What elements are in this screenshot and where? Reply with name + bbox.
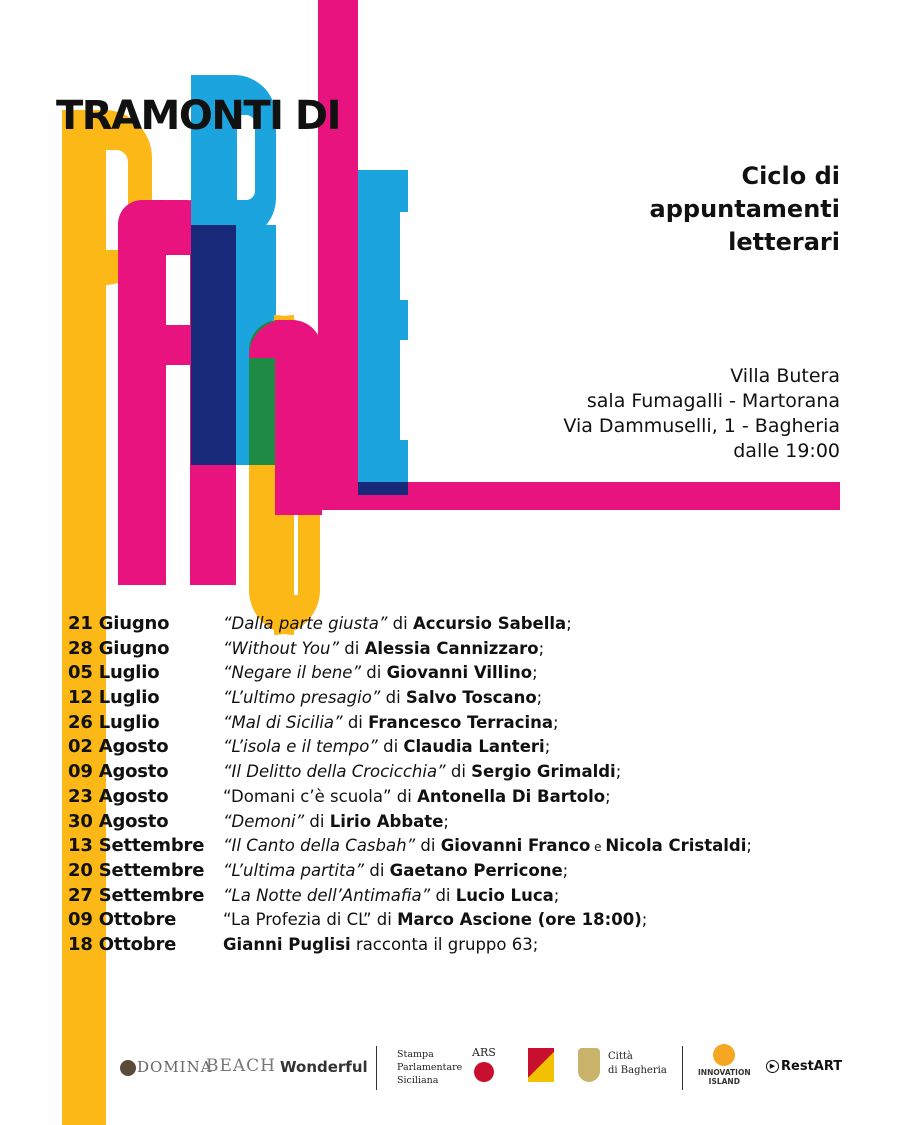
schedule-row — [68, 612, 868, 637]
stampa-line: Siciliana — [397, 1075, 439, 1086]
letter-l-stem — [318, 0, 358, 510]
separator: ; — [538, 638, 545, 658]
event-description — [223, 908, 647, 932]
schedule-row — [68, 933, 868, 958]
book-title: “Without You” — [223, 638, 340, 658]
author: Salvo Toscano — [405, 688, 537, 708]
event-description — [223, 785, 611, 809]
separator: ; — [536, 688, 543, 708]
event-description — [223, 711, 559, 735]
connector: di — [304, 811, 330, 831]
event-date: 09 Agosto — [68, 761, 169, 783]
connector: di — [342, 712, 369, 732]
book-title: “La Profezia di CL” — [223, 910, 372, 930]
event-date: 28 Giugno — [68, 637, 170, 659]
event-date: 05 Luglio — [68, 662, 160, 684]
schedule-row — [68, 785, 868, 810]
author: Antonella Di Bartolo — [417, 786, 606, 806]
venue-time: dalle 19:00 — [733, 440, 840, 462]
event-text: racconta il gruppo 63; — [350, 934, 539, 954]
connector: di — [380, 688, 406, 708]
schedule-list — [68, 612, 868, 958]
sponsor-strip — [120, 1044, 860, 1092]
event-date: 18 Ottobre — [68, 933, 177, 955]
domina-icon — [120, 1060, 136, 1076]
book-title: “Il Delitto della Crocicchia” — [223, 762, 446, 782]
overlap-a-r — [191, 225, 236, 465]
author: Nicola Cristaldi — [605, 836, 747, 856]
citta-text — [608, 1050, 667, 1078]
book-title: “Negare il bene” — [223, 663, 362, 683]
event-description — [223, 612, 572, 636]
separator: ; — [641, 910, 648, 930]
stampa-line: Stampa — [397, 1049, 434, 1060]
separator: ; — [615, 762, 622, 782]
schedule-row — [68, 834, 868, 859]
author: Sergio Grimaldi — [471, 762, 616, 782]
event-description — [223, 661, 538, 685]
author: Giovanni Villino — [386, 663, 533, 683]
connector: di — [430, 885, 456, 905]
innovation-line: ISLAND — [708, 1077, 740, 1086]
event-date: 13 Settembre — [68, 835, 205, 857]
separator: ; — [553, 885, 560, 905]
separator: ; — [566, 614, 572, 633]
book-title: “L’isola e il tempo” — [223, 737, 378, 757]
event-description — [223, 735, 550, 759]
separator: ; — [532, 663, 538, 683]
schedule-row — [68, 859, 868, 884]
event-description — [223, 884, 559, 908]
venue-address: Via Dammuselli, 1 - Bagheria — [563, 415, 840, 437]
innovation-icon — [713, 1044, 735, 1066]
author: Gianni Puglisi — [223, 934, 351, 954]
event-date: 02 Agosto — [68, 736, 169, 758]
sponsor-divider — [682, 1046, 683, 1090]
schedule-row — [68, 908, 868, 933]
event-date: 27 Settembre — [68, 884, 205, 906]
bagheria-crest-icon — [578, 1048, 600, 1082]
overlap-e-l — [358, 482, 408, 495]
letter-e-top — [358, 170, 408, 212]
beach-label: BEACH — [206, 1056, 277, 1076]
wonderful-logo — [280, 1058, 368, 1076]
letter-e-bottom — [358, 440, 408, 482]
book-title: “Dalla parte giusta” — [223, 614, 388, 633]
author: Accursio Sabella — [412, 614, 567, 633]
regione-sicilia-logo — [528, 1048, 554, 1082]
schedule-row — [68, 711, 868, 736]
event-description — [223, 760, 621, 784]
ars-label: ARS — [472, 1046, 496, 1059]
connector: di — [377, 737, 404, 757]
domina-label: DOMINA — [137, 1058, 213, 1076]
venue-info — [460, 364, 840, 464]
author: Lirio Abbate — [329, 811, 444, 831]
author: Marco Ascione (ore 18:00) — [397, 910, 642, 930]
letter-a-left — [118, 200, 166, 585]
schedule-row — [68, 661, 868, 686]
event-date: 09 Ottobre — [68, 909, 177, 931]
venue-name: Villa Butera — [730, 365, 840, 387]
stampa-logo — [397, 1048, 462, 1087]
book-title: “Mal di Sicilia” — [223, 712, 343, 732]
innovation-island-logo — [698, 1044, 751, 1086]
separator: ; — [605, 786, 611, 806]
connector: e — [590, 840, 606, 855]
book-title: “Demoni” — [223, 811, 305, 831]
book-title: “Domani c’è scuola” — [223, 786, 392, 806]
event-description — [520, 160, 840, 259]
connector: di — [387, 614, 413, 633]
author: Giovanni Franco — [440, 836, 591, 856]
book-title: “L’ultima partita” — [223, 860, 365, 880]
domina-logo — [120, 1058, 213, 1076]
letter-e-middle — [358, 300, 408, 340]
restart-label: RestART — [781, 1059, 843, 1074]
beach-logo — [206, 1056, 276, 1076]
play-icon: ▶ — [766, 1060, 779, 1073]
author: Francesco Terracina — [368, 712, 554, 732]
schedule-row — [68, 760, 868, 785]
description-line: Ciclo di — [741, 162, 840, 190]
connector: di — [339, 638, 365, 658]
separator: ; — [562, 860, 569, 880]
event-date: 23 Agosto — [68, 785, 169, 807]
venue-room: sala Fumagalli - Martorana — [586, 390, 840, 412]
description-line: appuntamenti — [649, 195, 840, 223]
citta-line: di Bagheria — [608, 1065, 667, 1076]
author: Lucio Luca — [455, 885, 554, 905]
event-date: 30 Agosto — [68, 810, 169, 832]
trinacria-icon — [528, 1048, 554, 1082]
title: TRAMONTI DI — [56, 93, 341, 139]
connector: di — [391, 786, 418, 806]
event-description — [223, 834, 752, 859]
schedule-row — [68, 686, 868, 711]
connector: di — [415, 836, 441, 856]
book-title: “L’ultimo presagio” — [223, 688, 381, 708]
citta-line: Città — [608, 1051, 633, 1062]
connector: di — [371, 910, 398, 930]
event-description — [223, 859, 568, 883]
event-date: 12 Luglio — [68, 687, 160, 709]
event-description — [223, 810, 449, 834]
connector: di — [361, 663, 387, 683]
stampa-line: Parlamentare — [397, 1062, 463, 1073]
sponsor-divider — [376, 1046, 377, 1090]
schedule-row — [68, 884, 868, 909]
event-description — [223, 933, 538, 957]
separator: ; — [553, 712, 559, 732]
separator: ; — [544, 737, 551, 757]
ars-logo — [472, 1046, 496, 1082]
separator: ; — [443, 811, 449, 831]
separator: ; — [746, 836, 752, 856]
schedule-row — [68, 735, 868, 760]
connector: di — [445, 762, 472, 782]
event-date: 26 Luglio — [68, 711, 160, 733]
author: Claudia Lanteri — [403, 737, 545, 757]
event-date: 21 Giugno — [68, 613, 170, 634]
book-title: “Il Canto della Casbah” — [223, 836, 416, 856]
schedule-row — [68, 810, 868, 835]
event-description — [223, 637, 544, 661]
connector: di — [364, 860, 390, 880]
description-line: letterari — [728, 228, 840, 256]
book-title: “La Notte dell’Antimafia” — [223, 885, 431, 905]
event-description — [223, 686, 542, 710]
event-date: 20 Settembre — [68, 859, 205, 881]
wonderful-label: Wonderful — [280, 1058, 368, 1076]
author: Gaetano Perricone — [389, 860, 563, 880]
author: Alessia Cannizzaro — [364, 638, 539, 658]
schedule-row — [68, 637, 868, 662]
ars-emblem-icon — [474, 1062, 494, 1082]
innovation-line: INNOVATION — [698, 1068, 751, 1077]
restart-logo — [766, 1059, 842, 1074]
